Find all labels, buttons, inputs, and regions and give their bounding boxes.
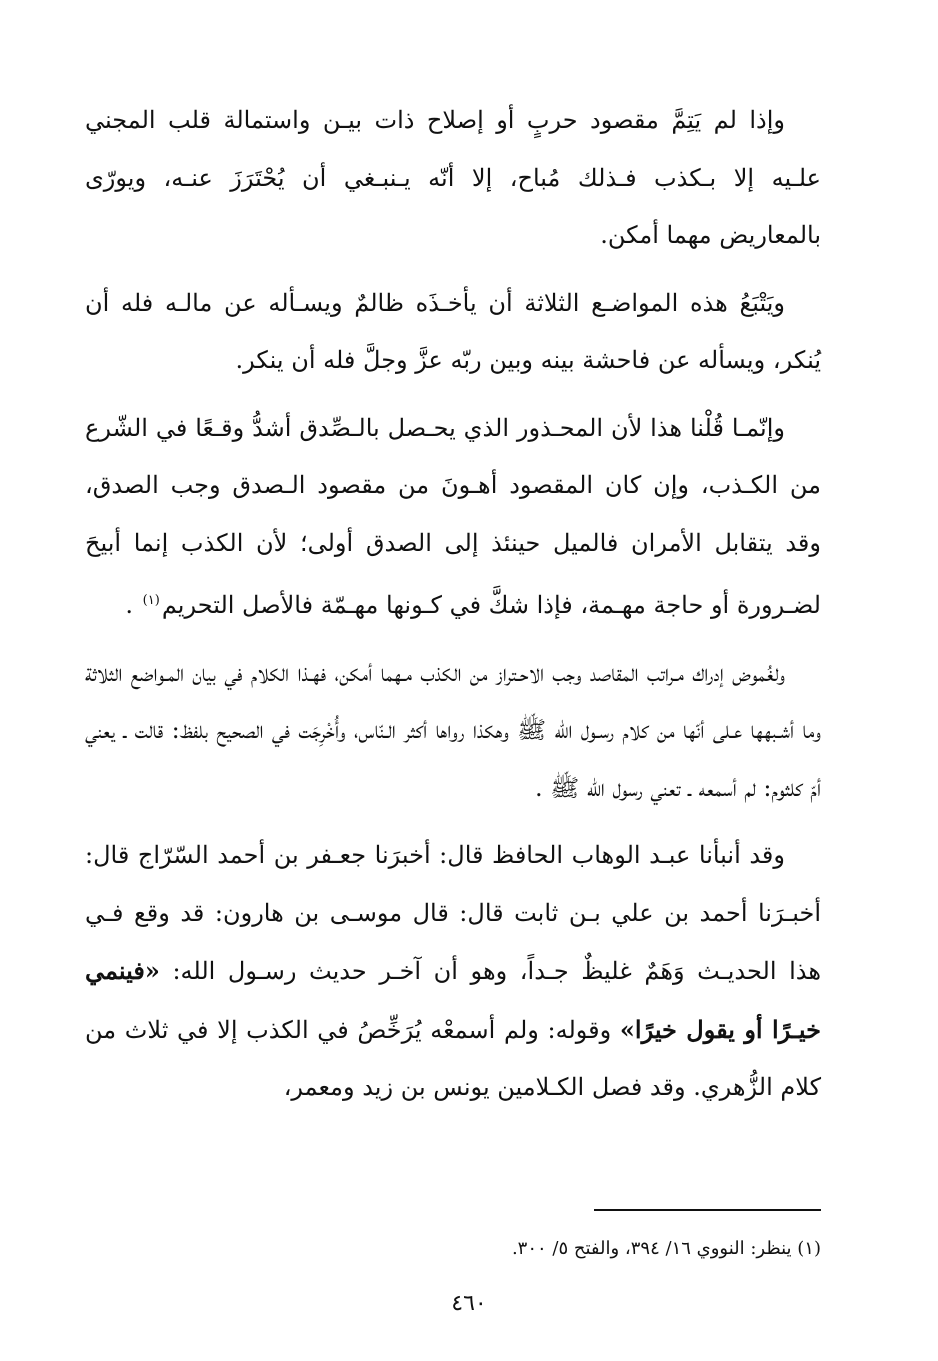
paragraph-5 xyxy=(85,827,821,1117)
main-text xyxy=(85,92,821,1127)
paragraph-1 xyxy=(85,92,821,265)
footnote-divider xyxy=(594,1209,821,1211)
footnote: (١) ينظر: النووي ١٦/ ٣٩٤، والفتح ٥/ ٣٠٠. xyxy=(511,1238,821,1259)
page-number: ٤٦٠ xyxy=(451,1291,487,1316)
paragraph-4-text: ولغُموض إدراك مـراتب المقاصد وجب الاحـتراز من الكذب مـهما أمكن، فهـذا الكلام في بيان المـواضع الثلاثة وما أشـبهها عـلى أنّها من كلام رسـول الله ﷺ وهكذا رواها أكثر الـنّاس، وأُخْرِجَت في الصحيح بلفظ: قالت ـ يعني أمّ كلثوم: لم أسمعه ـ تعني رسول الله ﷺ . xyxy=(85,658,821,802)
paragraph-1-text: وإذا لم يَتِمَّ مقصود حربٍ أو إصلاح ذات بيـن واستمالة قلب المجني علـيه إلا بـكذب فـذلك مُباح، إلا أنّه يـنبـغي أن يُحْتَرَزَ عنـه، ويورّى بالمعاريض مهما أمكن. xyxy=(85,106,821,249)
footnote-reference[interactable]: (١) xyxy=(142,593,160,608)
hadith-quote: «فينمي خيـرًا أو يقول خيرًا» xyxy=(85,956,821,1044)
paragraph-4 xyxy=(85,645,821,818)
paragraph-5-continuation: وقوله: ولم أسمعْه يُرَخِّصُ في الكذب إلا في ثلاث من كلام الزُّهري. وقد فصل الكـلامين يونس بن زيد ومعمر، xyxy=(85,1015,821,1101)
paragraph-3-text: وإنّمـا قُلْنا هذا لأن المحـذور الذي يحـصل بالـصِّدق أشدُّ وقـعًا في الشّرع من الكـذب، وإن كان المقصود أهـونَ من مقصود الـصدق وجب الصدق، وقد يتقابل الأمران فالميل حينئذ إلى الصدق أولى؛ لأن الكذب إنما أبيحَ لضـرورة أو حاجة مهـمة، فإذا شكَّ في كـونها مهـمّة فالأصل التحريم xyxy=(85,413,821,619)
paragraph-2 xyxy=(85,275,821,390)
paragraph-5-text: وقد أنبأنا عبـد الوهاب الحافظ قال: أخبرَنا جعـفر بن أحمد السّرّاج قال: أخبـرَنا أحمد بن علي بـن ثابت قال: قال موسـى بن هارون: قد وقع فـي هذا الحديـث وَهَمٌ غليظٌ جـداً، وهو أن آخـر حديث رسـول الله: xyxy=(85,841,821,985)
paragraph-3-end: . xyxy=(125,591,141,619)
paragraph-3 xyxy=(85,400,821,635)
paragraph-2-text: ويَتْبَعُ هذه المواضـع الثلاثة أن يأخـذَه ظالمٌ ويسـأله عن مالـه فله أن يُنكر، ويسأله عن فاحشة بينه وبين ربّه عزَّ وجلَّ فله أن ينكر. xyxy=(85,288,821,374)
